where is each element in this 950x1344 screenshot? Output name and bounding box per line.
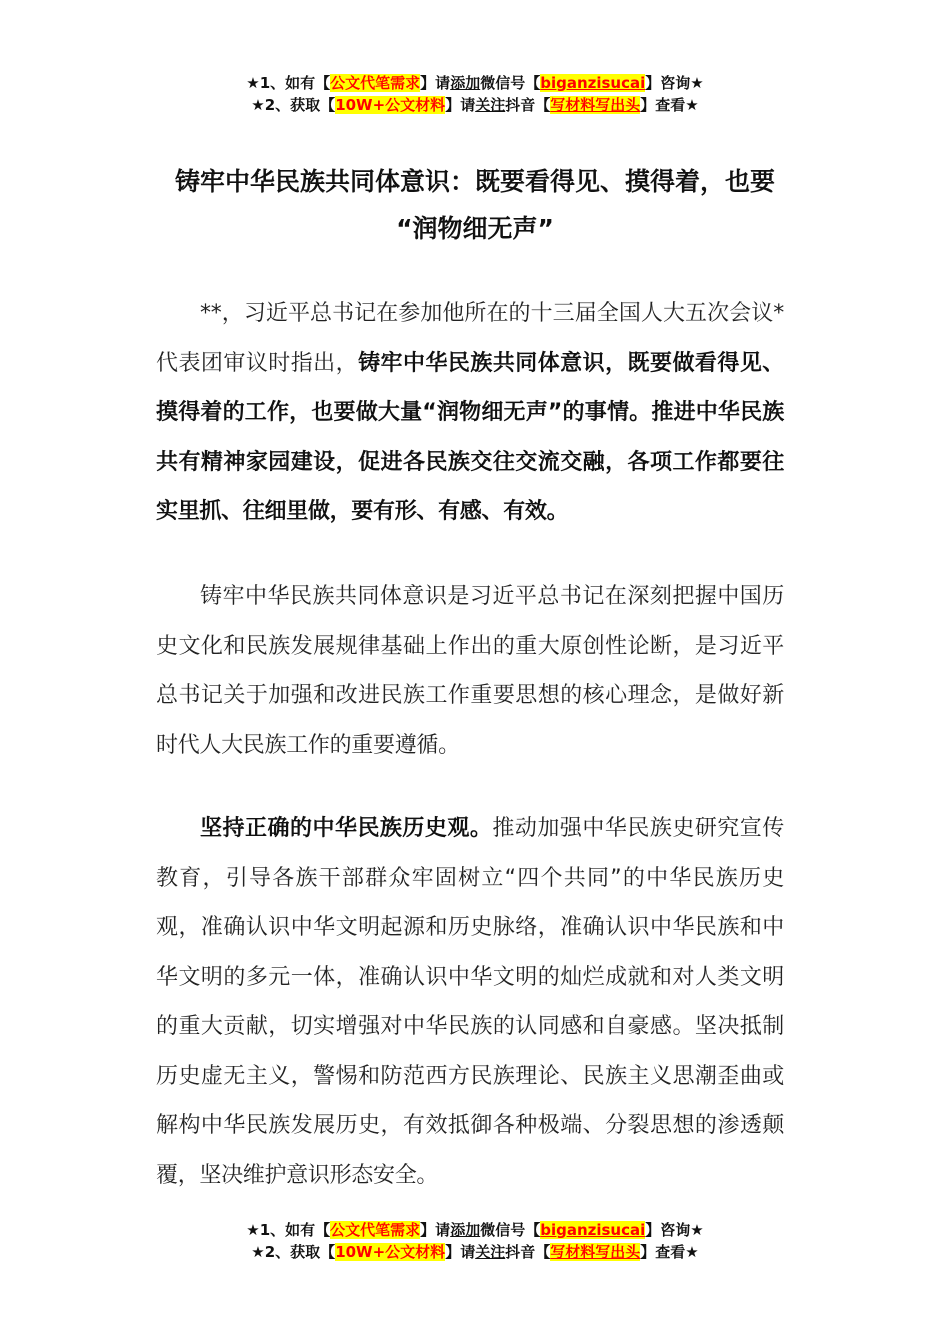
douyin-account-link[interactable]: 写材料写出头 [550,96,641,114]
highlight-service: 公文代笔需求 [330,74,421,92]
highlight-service: 公文代笔需求 [330,1221,421,1239]
wechat-id-link[interactable]: biganzisucai [540,1221,646,1239]
promo-text: 】咨询★ [645,1221,704,1239]
promo-text: 抖音【 [505,1243,551,1261]
promo-text: 】请 [445,1243,476,1261]
highlight-materials: 10W+公文材料 [335,96,446,114]
promo-footer-bottom [0,1219,950,1263]
promo-text: 】请 [420,1221,451,1239]
underlined-follow: 关注 [475,1243,506,1261]
document-title [155,158,795,252]
promo-line-2 [0,1241,950,1263]
paragraph-2 [156,572,784,770]
promo-text: ★2、获取【 [251,96,336,114]
promo-text: 微信号【 [480,1221,541,1239]
promo-text: ★2、获取【 [251,1243,336,1261]
highlight-materials: 10W+公文材料 [335,1243,446,1261]
paragraph-bold-text: 铸牢中华民族共同体意识，既要做看得见、摸得着的工作，也要做大量“润物细无声”的事情。推进中华民族共有精神家园建设，促进各民族交往交流交融，各项工作都要往实里抓、往细里做，要有形、有感、有效。 [156,350,784,524]
promo-header-top [0,72,950,116]
title-line-1: 铸牢中华民族共同体意识：既要看得见、摸得着，也要 [174,167,775,196]
underlined-add: 添加 [450,74,481,92]
paragraph-text: **，习近平总书记在参加他所在的十三届全国人大五次会议*代表团审议时指出， [156,301,784,376]
title-line-2: “润物细无声” [396,214,554,243]
paragraph-1 [156,289,784,537]
promo-text: 】请 [420,74,451,92]
promo-text: 】咨询★ [645,74,704,92]
promo-line-1 [0,1219,950,1241]
paragraph-text: 铸牢中华民族共同体意识是习近平总书记在深刻把握中国历史文化和民族发展规律基础上作出的重大原创性论断，是习近平总书记关于加强和改进民族工作重要思想的核心理念，是做好新时代人大民族工作的重要遵循。 [156,584,784,758]
promo-line-1 [0,72,950,94]
section-heading: 坚持正确的中华民族历史观。 [200,816,493,841]
wechat-id-link[interactable]: biganzisucai [540,74,646,92]
promo-text: ★1、如有【 [246,1221,331,1239]
promo-text: 】查看★ [640,1243,699,1261]
underlined-add: 添加 [450,1221,481,1239]
promo-text: 】请 [445,96,476,114]
promo-line-2 [0,94,950,116]
underlined-follow: 关注 [475,96,506,114]
promo-text: ★1、如有【 [246,74,331,92]
promo-text: 】查看★ [640,96,699,114]
douyin-account-link[interactable]: 写材料写出头 [550,1243,641,1261]
paragraph-3 [156,804,784,1200]
promo-text: 抖音【 [505,96,551,114]
promo-text: 微信号【 [480,74,541,92]
paragraph-text: 推动加强中华民族史研究宣传教育，引导各族干部群众牢固树立“四个共同”的中华民族历史观，准确认识中华文明起源和历史脉络，准确认识中华民族和中华文明的多元一体，准确认识中华文明的灿烂成就和对人类文明的重大贡献，切实增强对中华民族的认同感和自豪感。坚决抵制历史虚无主义，警惕和防范西方民族理论、民族主义思潮歪曲或解构中华民族发展历史，有效抵御各种极端、分裂思想的渗透颠覆，坚决维护意识形态安全。 [156,816,784,1188]
